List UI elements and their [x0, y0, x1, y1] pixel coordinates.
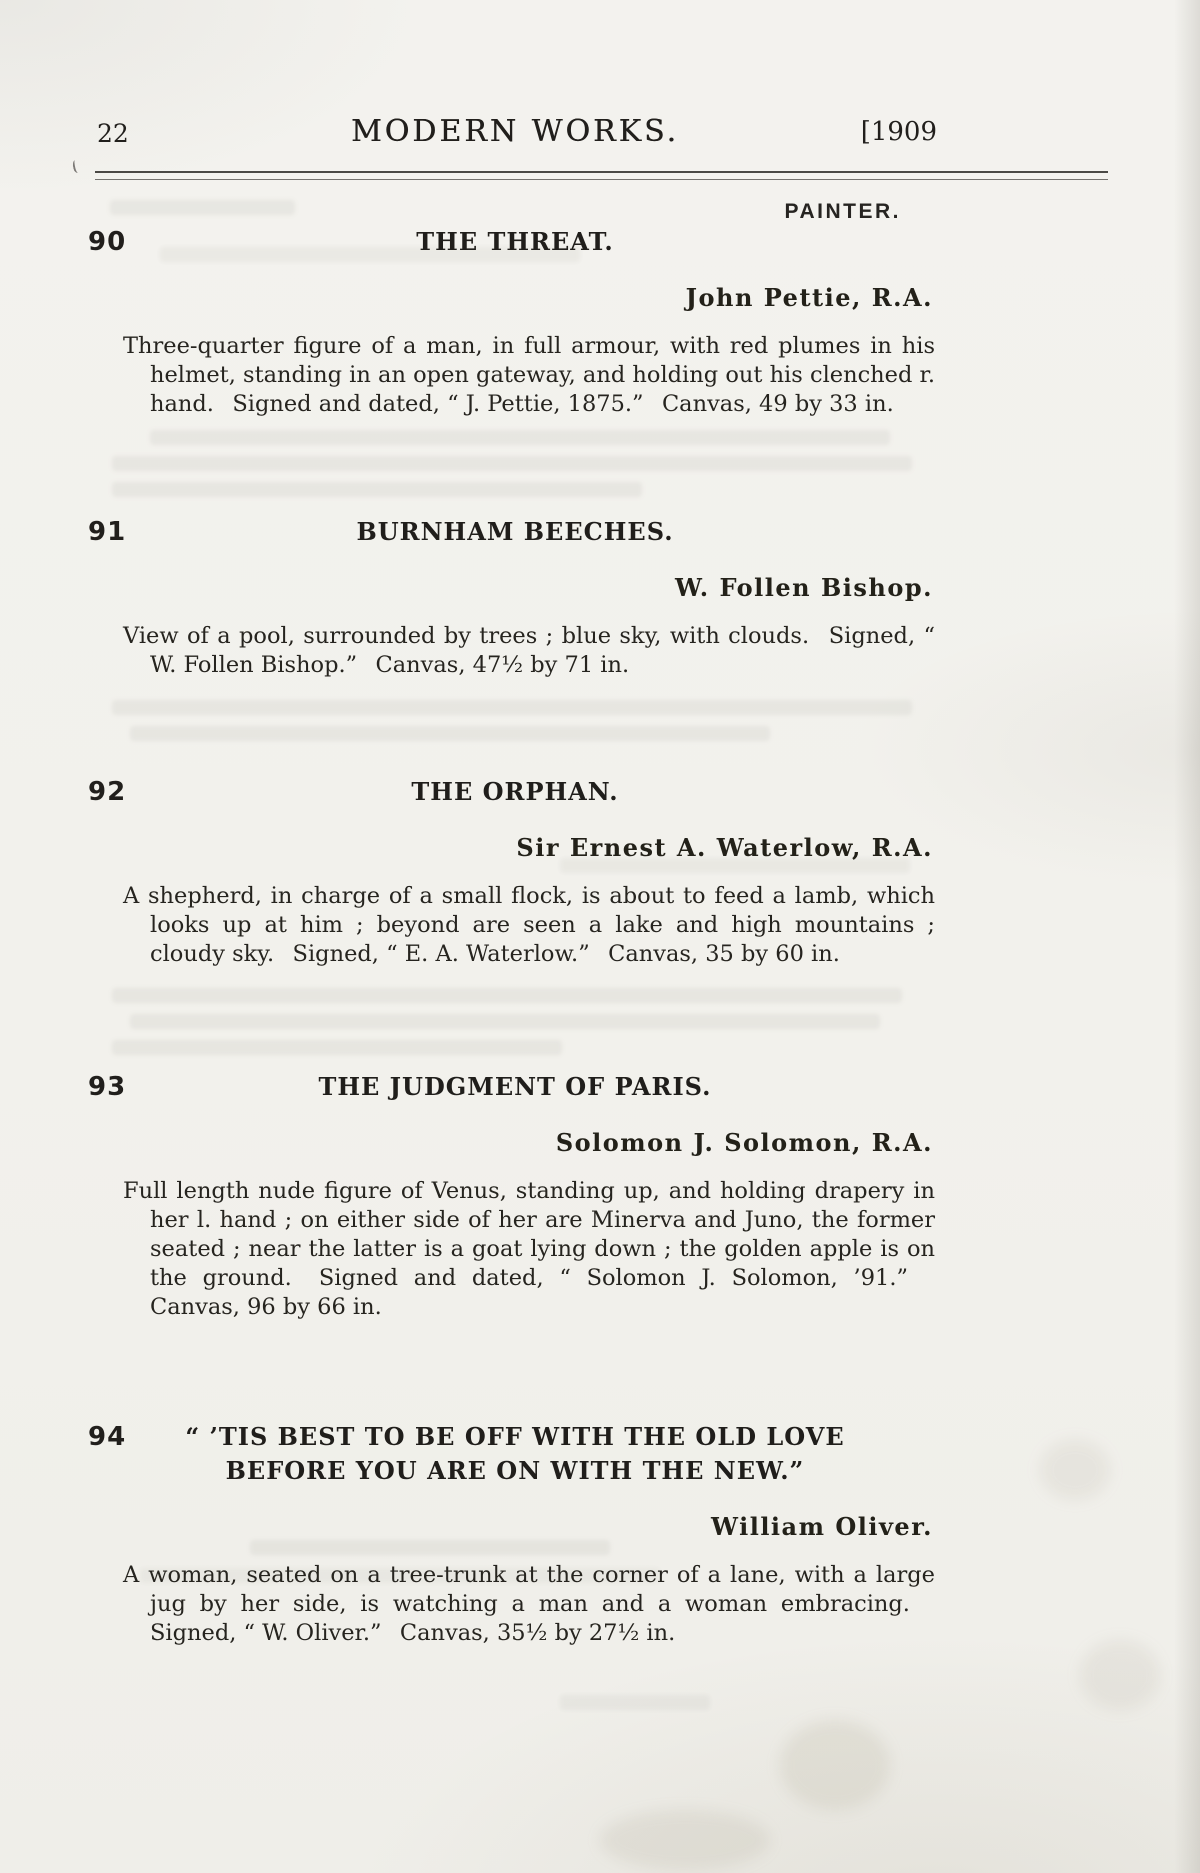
entry-number: 93 — [88, 1072, 127, 1102]
entry-description: View of a pool, surrounded by trees ; blue sky, with clouds. Signed, “ W. Follen Bishop.” Canvas, 47½ by 71 in. — [123, 623, 935, 678]
header-rule — [95, 171, 1108, 180]
entry-description: Full length nude figure of Venus, standing up, and holding drapery in her l. hand ; on either side of her are Minerva and Juno, the former seated ; near the latter is a goat lying down ; the golden apple is on the ground. Signed and dated, “ Solomon J. Solomon, ’91.” Canvas, 96 by 66 in. — [123, 1178, 935, 1320]
entry-title-line1: THE JUDGMENT OF PARIS. — [318, 1072, 712, 1101]
entry-title — [95, 515, 935, 549]
page-header — [95, 112, 935, 156]
ink-speck — [72, 159, 82, 173]
painter-column-label: PAINTER. — [784, 200, 901, 223]
entry-number: 94 — [88, 1422, 127, 1452]
catalog-entry — [88, 225, 935, 419]
bleed-through-mark — [130, 726, 770, 741]
entry-number: 92 — [88, 777, 127, 807]
bleed-through-mark — [130, 1014, 880, 1029]
entry-title-line2: BEFORE YOU ARE ON WITH THE NEW.” — [225, 1456, 805, 1485]
entry-number: 91 — [88, 517, 127, 547]
bleed-through-mark — [112, 1040, 562, 1055]
entry-painter: Solomon J. Solomon, R.A. — [555, 1128, 933, 1157]
bleed-through-mark — [112, 988, 902, 1003]
paper-stain — [600, 1810, 770, 1870]
page-title: MODERN WORKS. — [350, 114, 680, 149]
catalog-entry — [88, 1420, 935, 1648]
entry-head — [88, 775, 935, 809]
bleed-through-mark — [112, 482, 642, 497]
bleed-through-mark — [112, 700, 912, 715]
entry-head — [88, 1420, 935, 1488]
entry-title — [95, 775, 935, 809]
bleed-through-mark — [560, 1695, 710, 1710]
paper-stain — [1040, 1440, 1110, 1500]
entry-painter: Sir Ernest A. Waterlow, R.A. — [516, 833, 933, 862]
entry-description: A shepherd, in charge of a small flock, is about to feed a lamb, which looks up at him ; beyond are seen a lake and high mountains ; cloudy sky. Signed, “ E. A. Waterlow.” Canvas, 35 by 60 in. — [123, 883, 935, 967]
entry-description: A woman, seated on a tree-trunk at the corner of a lane, with a large jug by her side, is watching a man and a woman embracing. Signed, “ W. Oliver.” Canvas, 35½ by 27½ in. — [123, 1562, 935, 1646]
entry-title — [95, 1420, 935, 1488]
paper-stain — [780, 1720, 890, 1810]
entry-painter: W. Follen Bishop. — [675, 573, 933, 602]
header-year: [1909 — [860, 117, 937, 147]
bleed-through-mark — [150, 430, 890, 445]
catalog-entry — [88, 1070, 935, 1322]
entry-title-line1: THE THREAT. — [416, 227, 614, 256]
entry-title-line1: THE ORPHAN. — [411, 777, 619, 806]
entry-title-line1: BURNHAM BEECHES. — [356, 517, 674, 546]
entry-title-line1: “ ’TIS BEST TO BE OFF WITH THE OLD LOVE — [185, 1422, 845, 1451]
entry-head — [88, 225, 935, 259]
entry-title — [95, 1070, 935, 1104]
entry-painter: John Pettie, R.A. — [685, 283, 933, 312]
bleed-through-mark — [112, 456, 912, 471]
paper-stain — [1080, 1640, 1160, 1710]
entry-number: 90 — [88, 227, 127, 257]
entry-description: Three-quarter figure of a man, in full armour, with red plumes in his helmet, standing in an open gateway, and holding out his clenched r. hand. Signed and dated, “ J. Pettie, 1875.” Canvas, 49 by 33 in. — [123, 333, 935, 417]
entry-painter: William Oliver. — [711, 1512, 933, 1541]
entry-title — [95, 225, 935, 259]
catalog-entry — [88, 515, 935, 680]
entry-head — [88, 515, 935, 549]
catalog-entry — [88, 775, 935, 969]
entry-head — [88, 1070, 935, 1104]
page-number: 22 — [97, 119, 129, 148]
